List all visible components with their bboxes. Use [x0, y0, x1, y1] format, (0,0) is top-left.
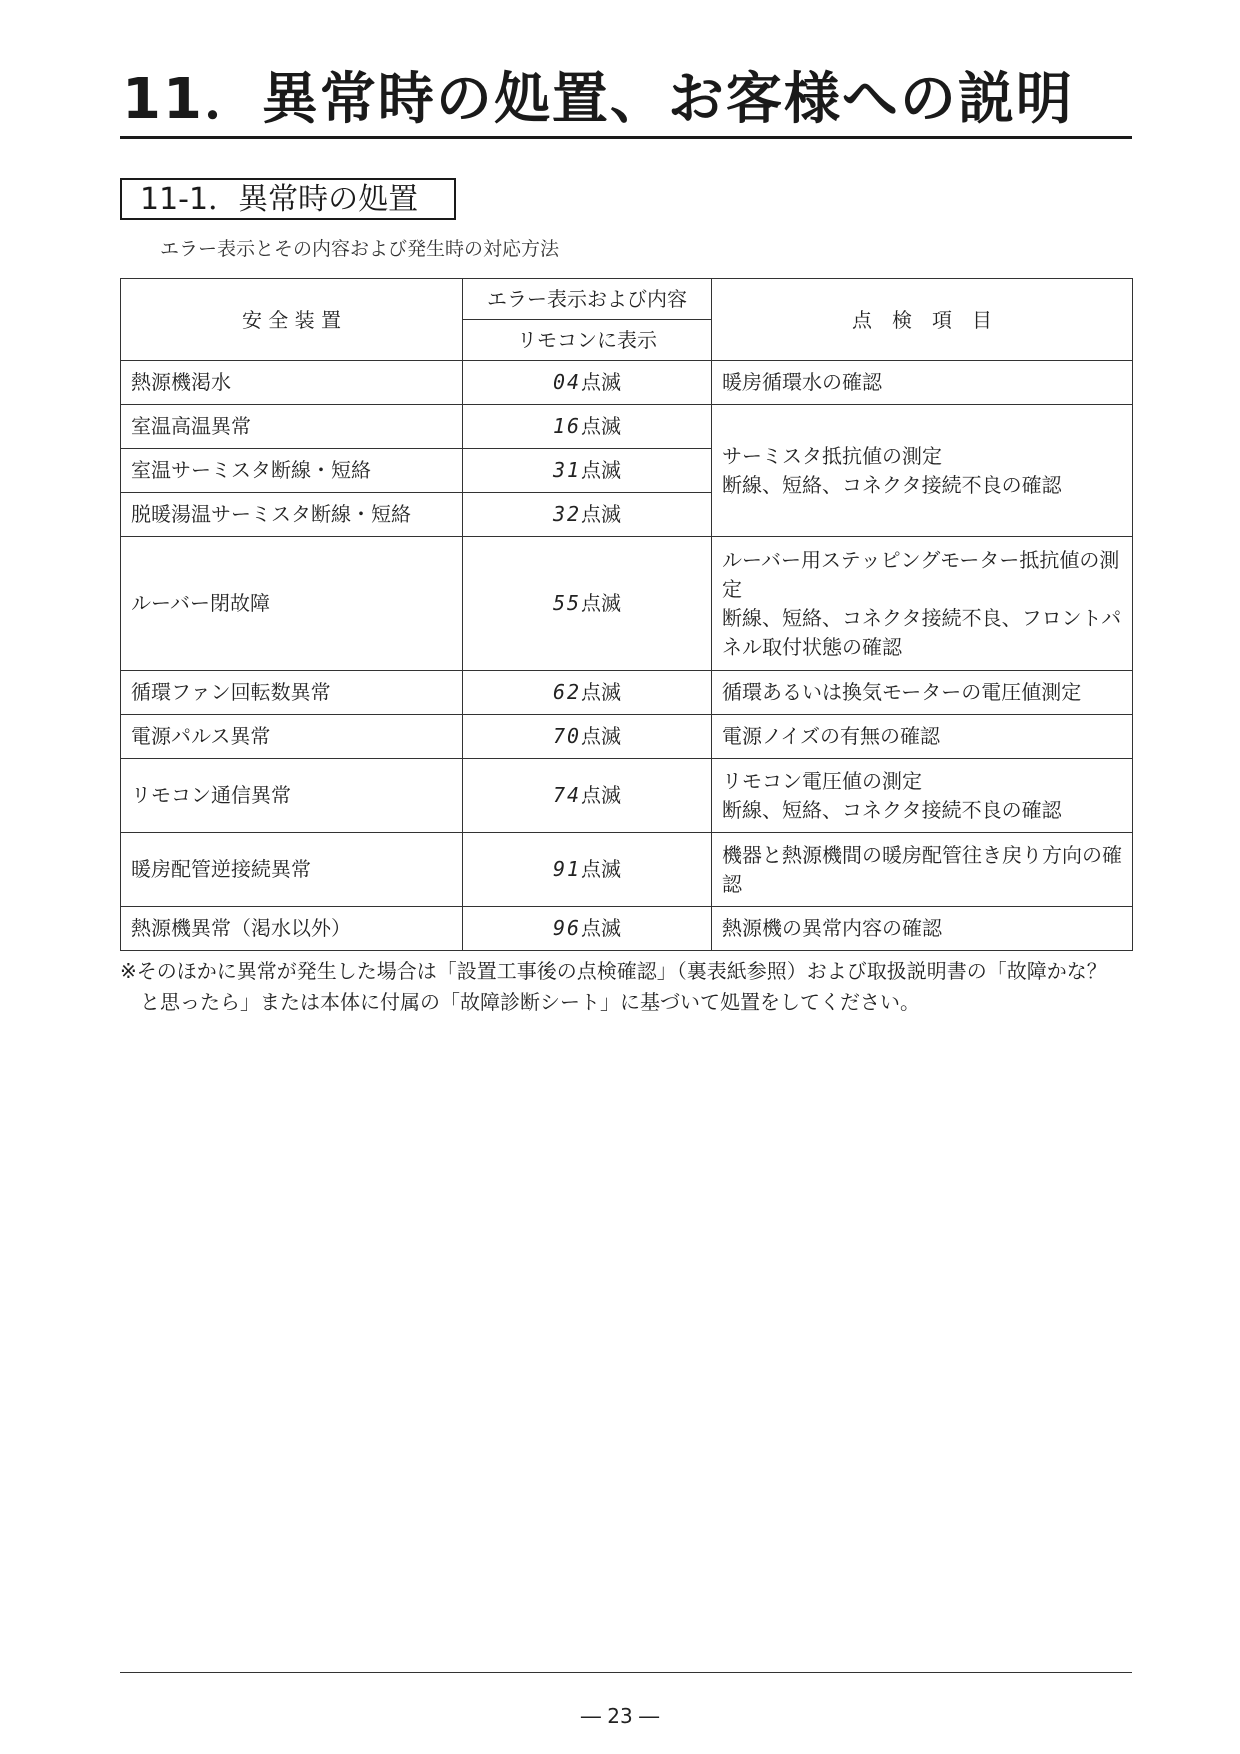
error-code: 96	[552, 916, 582, 940]
intro-text: エラー表示とその内容および発生時の対応方法	[160, 238, 560, 260]
error-table	[120, 278, 1133, 951]
table-row	[121, 833, 1133, 907]
header-check: 点 検 項 目	[712, 279, 1133, 361]
check-cell	[712, 833, 1133, 907]
table-row	[121, 907, 1133, 951]
error-code: 31	[552, 458, 582, 482]
blink-label: 点滅	[581, 370, 622, 394]
device-cell: 熱源機異常（渇水以外）	[121, 907, 463, 951]
check-line: 断線、短絡、コネクタ接続不良の確認	[722, 472, 1062, 497]
check-line: 断線、短絡、コネクタ接続不良の確認	[722, 797, 1062, 822]
check-line: 電源ノイズの有無の確認	[722, 724, 940, 748]
error-code-cell	[463, 833, 712, 907]
device-cell: 電源パルス異常	[121, 715, 463, 759]
page-title: 11．異常時の処置、お客様への説明	[122, 67, 1074, 132]
error-code: 04	[552, 370, 582, 394]
error-code: 91	[552, 857, 582, 881]
section-title: 11-1．異常時の処置	[120, 178, 456, 220]
header-error-group: エラー表示および内容	[463, 279, 712, 320]
device-cell: 熱源機渇水	[121, 361, 463, 405]
device-cell: 室温高温異常	[121, 405, 463, 449]
check-line: 暖房循環水の確認	[722, 370, 882, 394]
footer-divider	[120, 1672, 1132, 1673]
table-row	[121, 759, 1133, 833]
footnote-line: ※そのほかに異常が発生した場合は「設置工事後の点検確認」（裏表紙参照）および取扱説明書の「故障かな？	[120, 959, 1107, 983]
page-number: ― 23 ―	[580, 1704, 660, 1728]
blink-label: 点滅	[581, 414, 622, 438]
device-cell: 循環ファン回転数異常	[121, 671, 463, 715]
error-code: 62	[552, 680, 582, 704]
footnote-line: と思ったら」または本体に付属の「故障診断シート」に基づいて処置をしてください。	[140, 990, 920, 1014]
check-line: 熱源機の異常内容の確認	[722, 916, 942, 940]
blink-label: 点滅	[581, 591, 622, 615]
error-code: 55	[552, 591, 582, 615]
blink-label: 点滅	[581, 857, 622, 881]
check-line: 循環あるいは換気モーターの電圧値測定	[722, 680, 1082, 704]
device-cell: 室温サーミスタ断線・短絡	[121, 449, 463, 493]
footnote	[120, 956, 1140, 1018]
error-code-cell	[463, 537, 712, 671]
error-code: 70	[552, 724, 582, 748]
table-row	[121, 537, 1133, 671]
error-code-cell	[463, 715, 712, 759]
table-row	[121, 405, 1133, 449]
blink-label: 点滅	[581, 724, 622, 748]
device-cell: 暖房配管逆接続異常	[121, 833, 463, 907]
check-cell	[712, 361, 1133, 405]
error-code: 32	[552, 502, 582, 526]
table-row	[121, 671, 1133, 715]
device-cell: リモコン通信異常	[121, 759, 463, 833]
blink-label: 点滅	[581, 783, 622, 807]
check-cell	[712, 715, 1133, 759]
error-code-cell	[463, 449, 712, 493]
device-cell: 脱暖湯温サーミスタ断線・短絡	[121, 493, 463, 537]
error-code: 16	[552, 414, 582, 438]
blink-label: 点滅	[581, 916, 622, 940]
device-cell: ルーバー閉故障	[121, 537, 463, 671]
check-line: 断線、短絡、コネクタ接続不良、フロントパネル取付状態の確認	[722, 605, 1122, 659]
error-code-cell	[463, 405, 712, 449]
table-row	[121, 361, 1133, 405]
check-cell	[712, 671, 1133, 715]
check-line: ルーバー用ステッピングモーター抵抗値の測定	[722, 547, 1120, 601]
table-row	[121, 715, 1133, 759]
header-device: 安 全 装 置	[121, 279, 463, 361]
check-cell	[712, 759, 1133, 833]
check-line: リモコン電圧値の測定	[722, 768, 922, 793]
check-cell	[712, 405, 1133, 537]
blink-label: 点滅	[581, 502, 622, 526]
title-underline	[120, 136, 1132, 139]
check-cell	[712, 537, 1133, 671]
error-code: 74	[552, 783, 582, 807]
check-line: 機器と熱源機間の暖房配管往き戻り方向の確認	[722, 842, 1122, 896]
error-code-cell	[463, 671, 712, 715]
header-remote: リモコンに表示	[463, 320, 712, 361]
error-code-cell	[463, 361, 712, 405]
error-code-cell	[463, 907, 712, 951]
error-code-cell	[463, 759, 712, 833]
check-line: サーミスタ抵抗値の測定	[722, 443, 942, 468]
blink-label: 点滅	[581, 680, 622, 704]
error-code-cell	[463, 493, 712, 537]
check-cell	[712, 907, 1133, 951]
blink-label: 点滅	[581, 458, 622, 482]
